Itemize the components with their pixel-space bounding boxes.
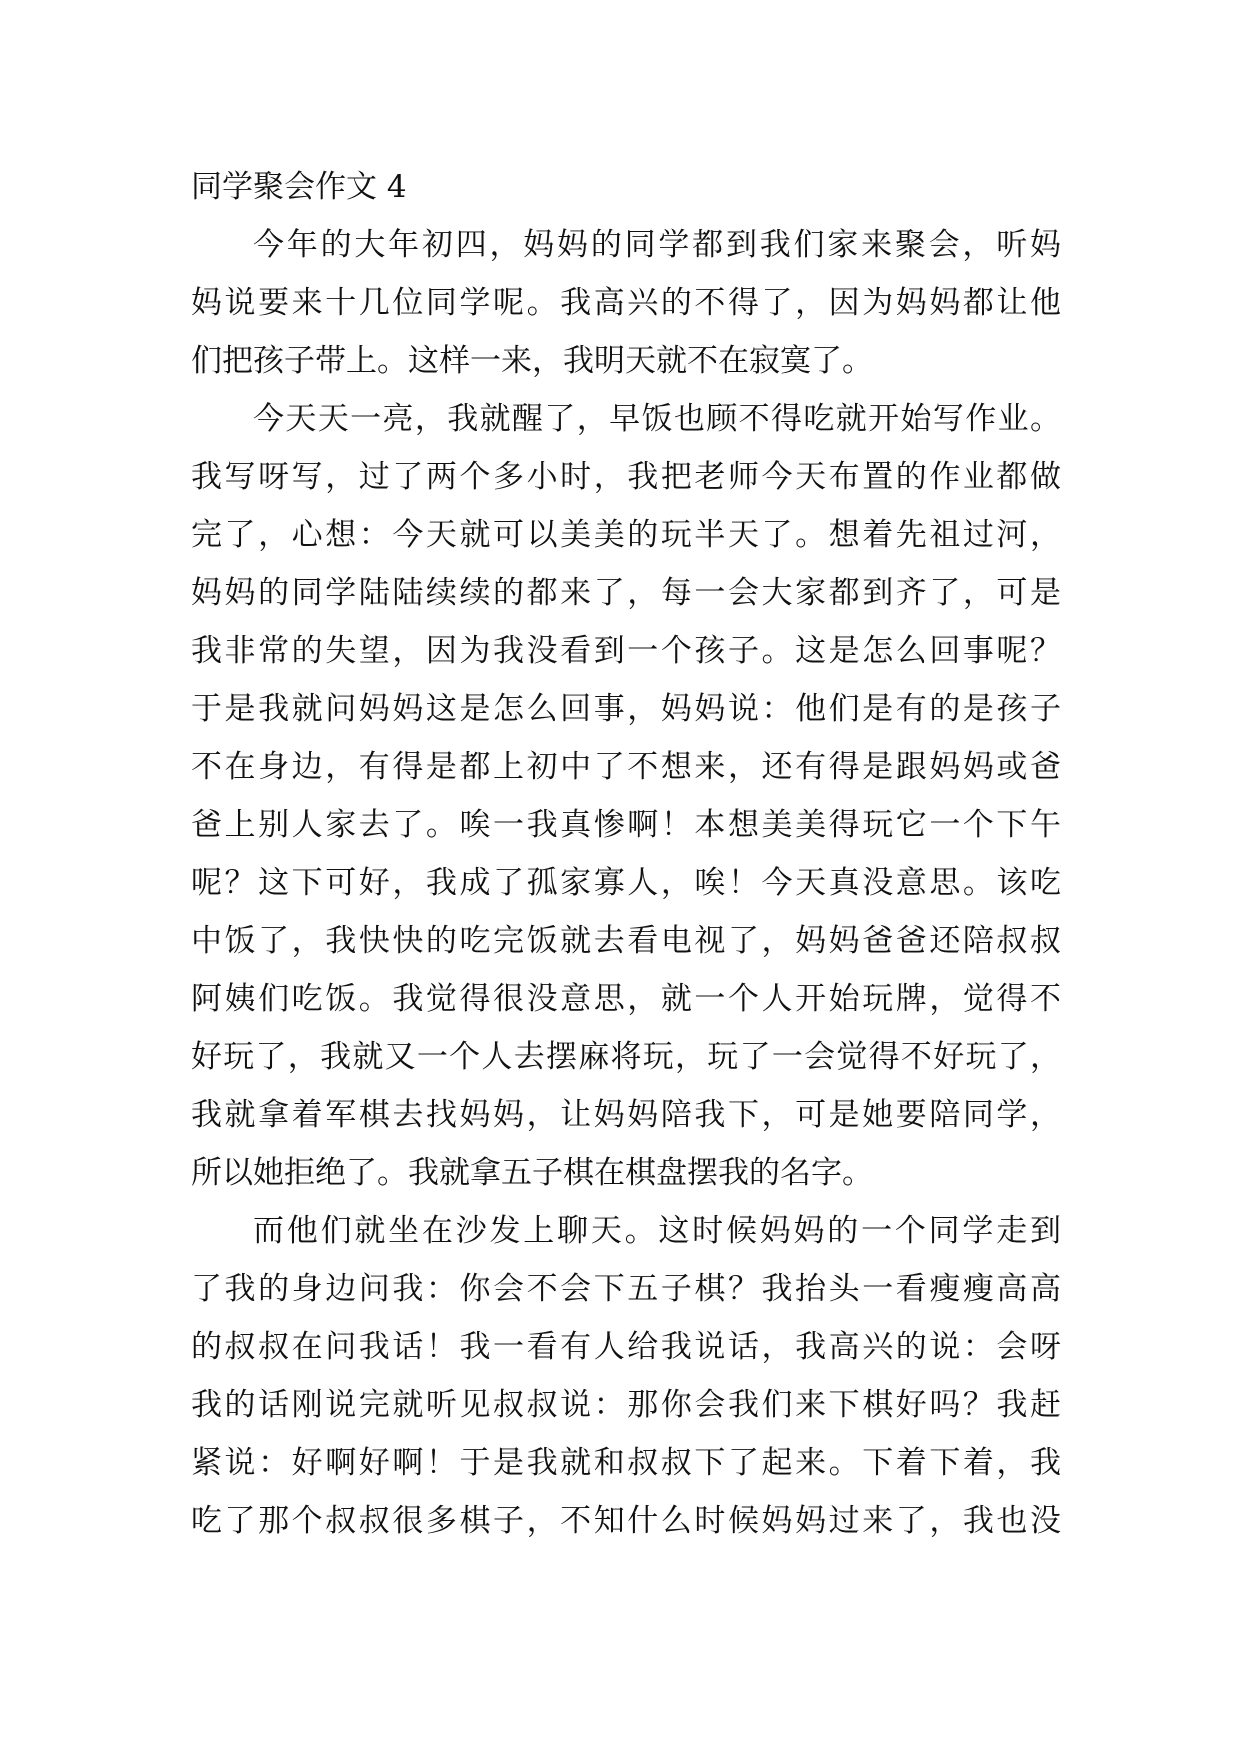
text-line: 今天天一亮，我就醒了，早饭也顾不得吃就开始写作业。 (253, 401, 1061, 437)
paragraph-3 (191, 1202, 1061, 1550)
text-line: 爸上别人家去了。唉一我真惨啊！本想美美得玩它一个下午 (191, 807, 1061, 843)
document-body (191, 158, 1061, 1550)
document-title: 同学聚会作文 4 (191, 169, 407, 205)
text-line: 今年的大年初四，妈妈的同学都到我们家来聚会，听妈 (253, 227, 1061, 263)
text-line: 的叔叔在问我话！我一看有人给我说话，我高兴的说：会呀 (191, 1329, 1061, 1365)
text-line: 我的话刚说完就听见叔叔说：那你会我们来下棋好吗？我赶 (191, 1387, 1061, 1423)
text-line: 阿姨们吃饭。我觉得很没意思，就一个人开始玩牌，觉得不 (191, 981, 1061, 1017)
text-line: 好玩了，我就又一个人去摆麻将玩，玩了一会觉得不好玩了， (191, 1039, 1061, 1075)
text-line: 妈说要来十几位同学呢。我高兴的不得了，因为妈妈都让他 (191, 285, 1061, 321)
text-line: 中饭了，我快快的吃完饭就去看电视了，妈妈爸爸还陪叔叔 (191, 923, 1061, 959)
paragraph-2 (191, 390, 1061, 1202)
text-line: 了我的身边问我：你会不会下五子棋？我抬头一看瘦瘦高高 (191, 1271, 1061, 1307)
text-line: 呢？这下可好，我成了孤家寡人，唉！今天真没意思。该吃 (191, 865, 1061, 901)
text-line: 妈妈的同学陆陆续续的都来了，每一会大家都到齐了，可是 (191, 575, 1061, 611)
text-line: 们把孩子带上。这样一来，我明天就不在寂寞了。 (191, 343, 873, 379)
text-line: 我非常的失望，因为我没看到一个孩子。这是怎么回事呢？ (191, 633, 1061, 669)
text-line: 完了，心想：今天就可以美美的玩半天了。想着先祖过河， (191, 517, 1061, 553)
text-line: 而他们就坐在沙发上聊天。这时候妈妈的一个同学走到 (253, 1213, 1061, 1249)
paragraph-1 (191, 216, 1061, 390)
text-line: 于是我就问妈妈这是怎么回事，妈妈说：他们是有的是孩子 (191, 691, 1061, 727)
text-line: 所以她拒绝了。我就拿五子棋在棋盘摆我的名字。 (191, 1155, 873, 1191)
text-line: 我就拿着军棋去找妈妈，让妈妈陪我下，可是她要陪同学， (191, 1097, 1061, 1133)
text-line: 紧说：好啊好啊！于是我就和叔叔下了起来。下着下着，我 (191, 1445, 1061, 1481)
text-line: 不在身边，有得是都上初中了不想来，还有得是跟妈妈或爸 (191, 749, 1061, 785)
text-line: 我写呀写，过了两个多小时，我把老师今天布置的作业都做 (191, 459, 1061, 495)
text-line: 吃了那个叔叔很多棋子，不知什么时候妈妈过来了，我也没 (191, 1503, 1061, 1539)
